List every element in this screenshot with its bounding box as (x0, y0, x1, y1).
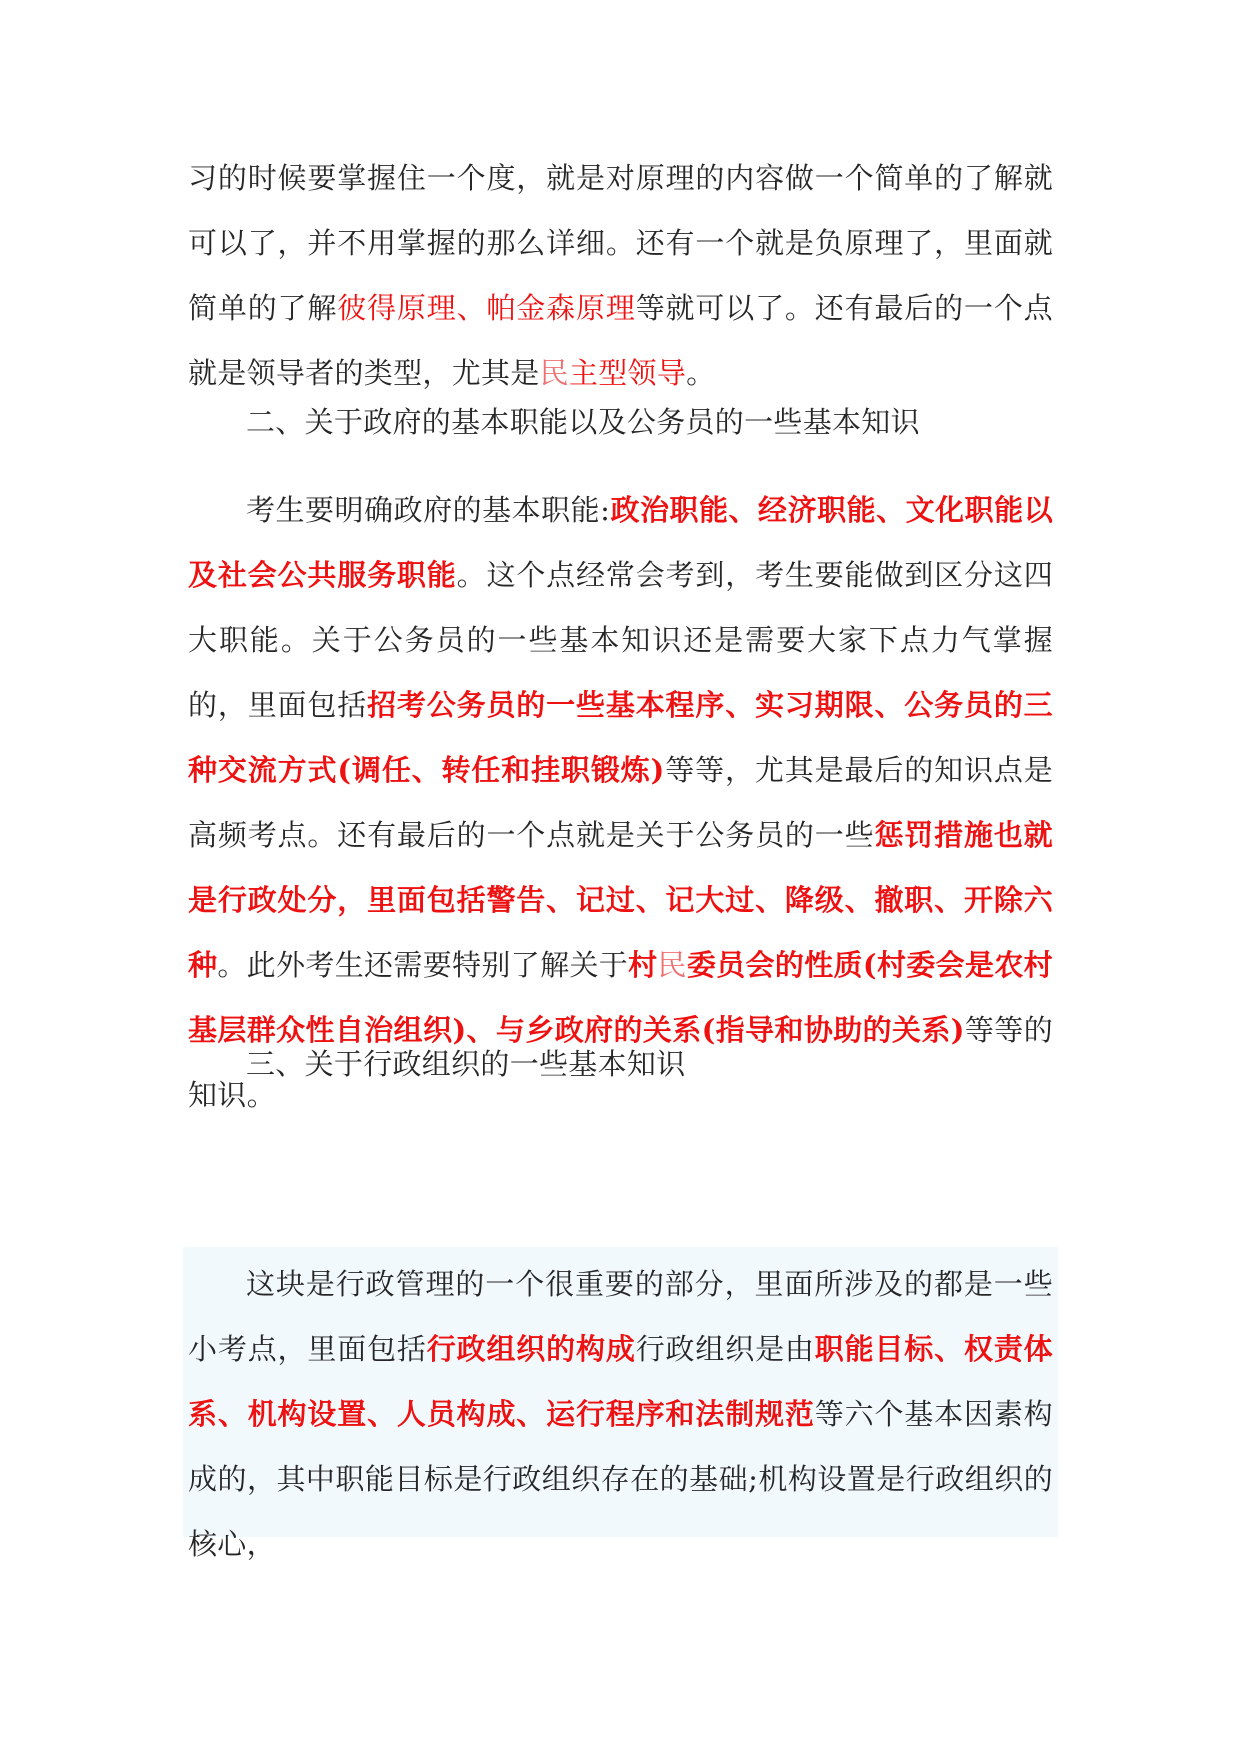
p1-run: 民 (539, 356, 569, 390)
paragraph-government-functions (188, 478, 1053, 1128)
p2-run: 村 (628, 948, 658, 982)
p2-run: 考生要明确政府的基本职能: (246, 493, 611, 527)
p2-run: 。此外考生还需要特别了解关于 (217, 948, 629, 982)
p1-run: 等就可以了。还有最后的一个点就是领导者的类型，尤其是 (188, 291, 1053, 390)
p2-run: 惩罚措施也就是行政处分，里面包括警告、记过、记大过、降级、撤职、开除六种 (188, 818, 1053, 982)
p3-run: 行政组织是由 (635, 1332, 815, 1366)
paragraph-administrative-organization (188, 1252, 1053, 1577)
p3-run: 行政组织的构成 (426, 1332, 636, 1366)
p3-run: 职能目标、权责体系、机构设置、人员构成、运行程序和法制规范 (188, 1332, 1053, 1431)
paragraph-principles (188, 146, 1053, 406)
section-heading-3: 三、关于行政组织的一些基本知识 (246, 1047, 686, 1081)
p1-run: 。 (686, 356, 716, 390)
section-heading-2: 二、关于政府的基本职能以及公务员的一些基本知识 (246, 405, 920, 439)
p2-run: 招考公务员的一些基本程序、实习期限、公务员的三种交流方式(调任、转任和挂职锻炼) (188, 688, 1053, 787)
p3-run: 等六个基本因素构成的，其中职能目标是行政组织存在的基础;机构设置是行政组织的核心， (188, 1397, 1053, 1561)
p2-run: 等等的知识。 (188, 1013, 1053, 1112)
p1-run: 彼得原理、帕金森原理 (337, 291, 636, 325)
p1-run: 主型领导 (568, 356, 687, 390)
p1-run: 习的时候要掌握住一个度，就是对原理的内容做一个简单的了解就可以了，并不用掌握的那么详细。还有一个就是负原理了，里面就简单的了解 (188, 161, 1053, 325)
p3-run: 这块是行政管理的一个很重要的部分，里面所涉及的都是一些小考点，里面包括 (188, 1267, 1053, 1366)
p2-run: 委员会的性质(村委会是农村基层群众性自治组织)、与乡政府的关系(指导和协助的关系) (188, 948, 1053, 1047)
p2-run: 。这个点经常会考到，考生要能做到区分这四大职能。关于公务员的一些基本知识还是需要大家下点力气掌握的，里面包括 (188, 558, 1053, 722)
p2-run: 等等，尤其是最后的知识点是高频考点。还有最后的一个点就是关于公务员的一些 (188, 753, 1054, 852)
p2-run: 政治职能、经济职能、文化职能以及社会公共服务职能 (188, 493, 1053, 592)
p2-run: 民 (657, 948, 687, 982)
